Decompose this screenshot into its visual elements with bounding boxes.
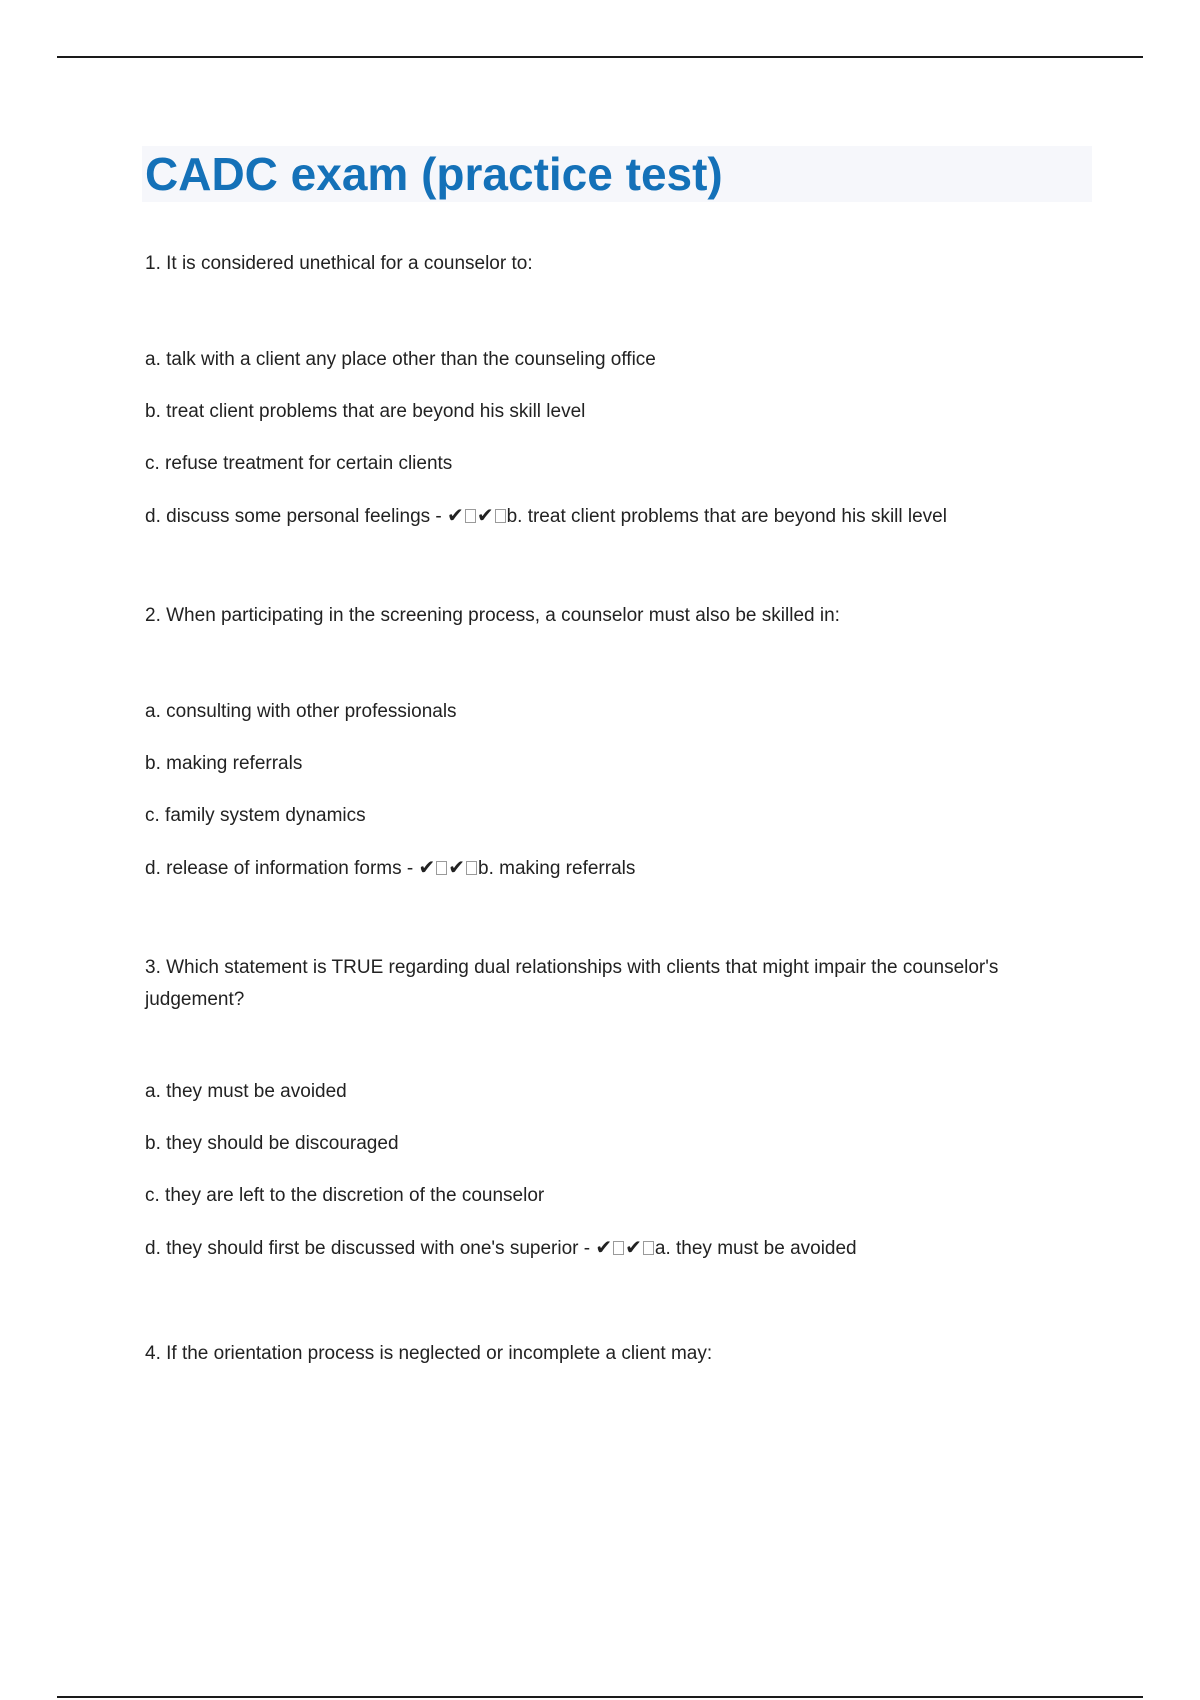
question-2: 2. When participating in the screening process, a counselor must also be skilled in: — [145, 605, 840, 626]
question-2-options — [145, 698, 1095, 882]
option-c: c. family system dynamics — [145, 805, 366, 826]
option-c: c. they are left to the discretion of the counselor — [145, 1185, 545, 1206]
answer-text: a. they must be avoided — [654, 1238, 857, 1259]
option-d-with-answer — [145, 1234, 1095, 1262]
checkbox-icon — [436, 861, 447, 875]
checkbox-icon — [466, 861, 477, 875]
option-d: d. release of information forms - — [145, 858, 419, 879]
checkbox-icon — [495, 509, 506, 523]
document-body — [145, 146, 1095, 1370]
option-a: a. talk with a client any place other than the counseling office — [145, 349, 656, 370]
question-3: 3. Which statement is TRUE regarding dual relationships with clients that might impair the counselor's judgement? — [145, 957, 999, 1010]
title-band — [142, 146, 1092, 202]
question-1-options — [145, 346, 1095, 530]
footer-rule — [57, 1696, 1143, 1698]
check-icon: ✔ — [476, 505, 494, 527]
option-d-with-answer — [145, 502, 1095, 530]
question-3-options — [145, 1078, 1095, 1262]
header-rule — [57, 56, 1143, 58]
option-b: b. they should be discouraged — [145, 1133, 399, 1154]
check-icon: ✔ — [595, 1237, 613, 1259]
check-icon: ✔ — [447, 505, 464, 527]
checkbox-icon — [613, 1241, 624, 1255]
check-icon: ✔ — [448, 857, 466, 879]
option-b: b. making referrals — [145, 753, 303, 774]
document-title: CADC exam (practice test) — [145, 148, 723, 200]
check-icon: ✔ — [625, 1237, 642, 1259]
option-d-with-answer — [145, 854, 1095, 882]
answer-text: b. treat client problems that are beyond his skill level — [506, 506, 947, 527]
option-d: d. discuss some personal feelings - — [145, 506, 448, 527]
option-a: a. they must be avoided — [145, 1081, 347, 1102]
check-icon: ✔ — [418, 857, 436, 879]
option-a: a. consulting with other professionals — [145, 701, 457, 722]
option-d: d. they should first be discussed with one's superior - — [145, 1238, 596, 1259]
question-1: 1. It is considered unethical for a counselor to: — [145, 253, 533, 274]
question-4: 4. If the orientation process is neglected or incomplete a client may: — [145, 1343, 713, 1364]
answer-text: b. making referrals — [478, 858, 636, 879]
option-c: c. refuse treatment for certain clients — [145, 453, 453, 474]
option-b: b. treat client problems that are beyond his skill level — [145, 401, 586, 422]
checkbox-icon — [465, 509, 476, 523]
checkbox-icon — [643, 1241, 654, 1255]
